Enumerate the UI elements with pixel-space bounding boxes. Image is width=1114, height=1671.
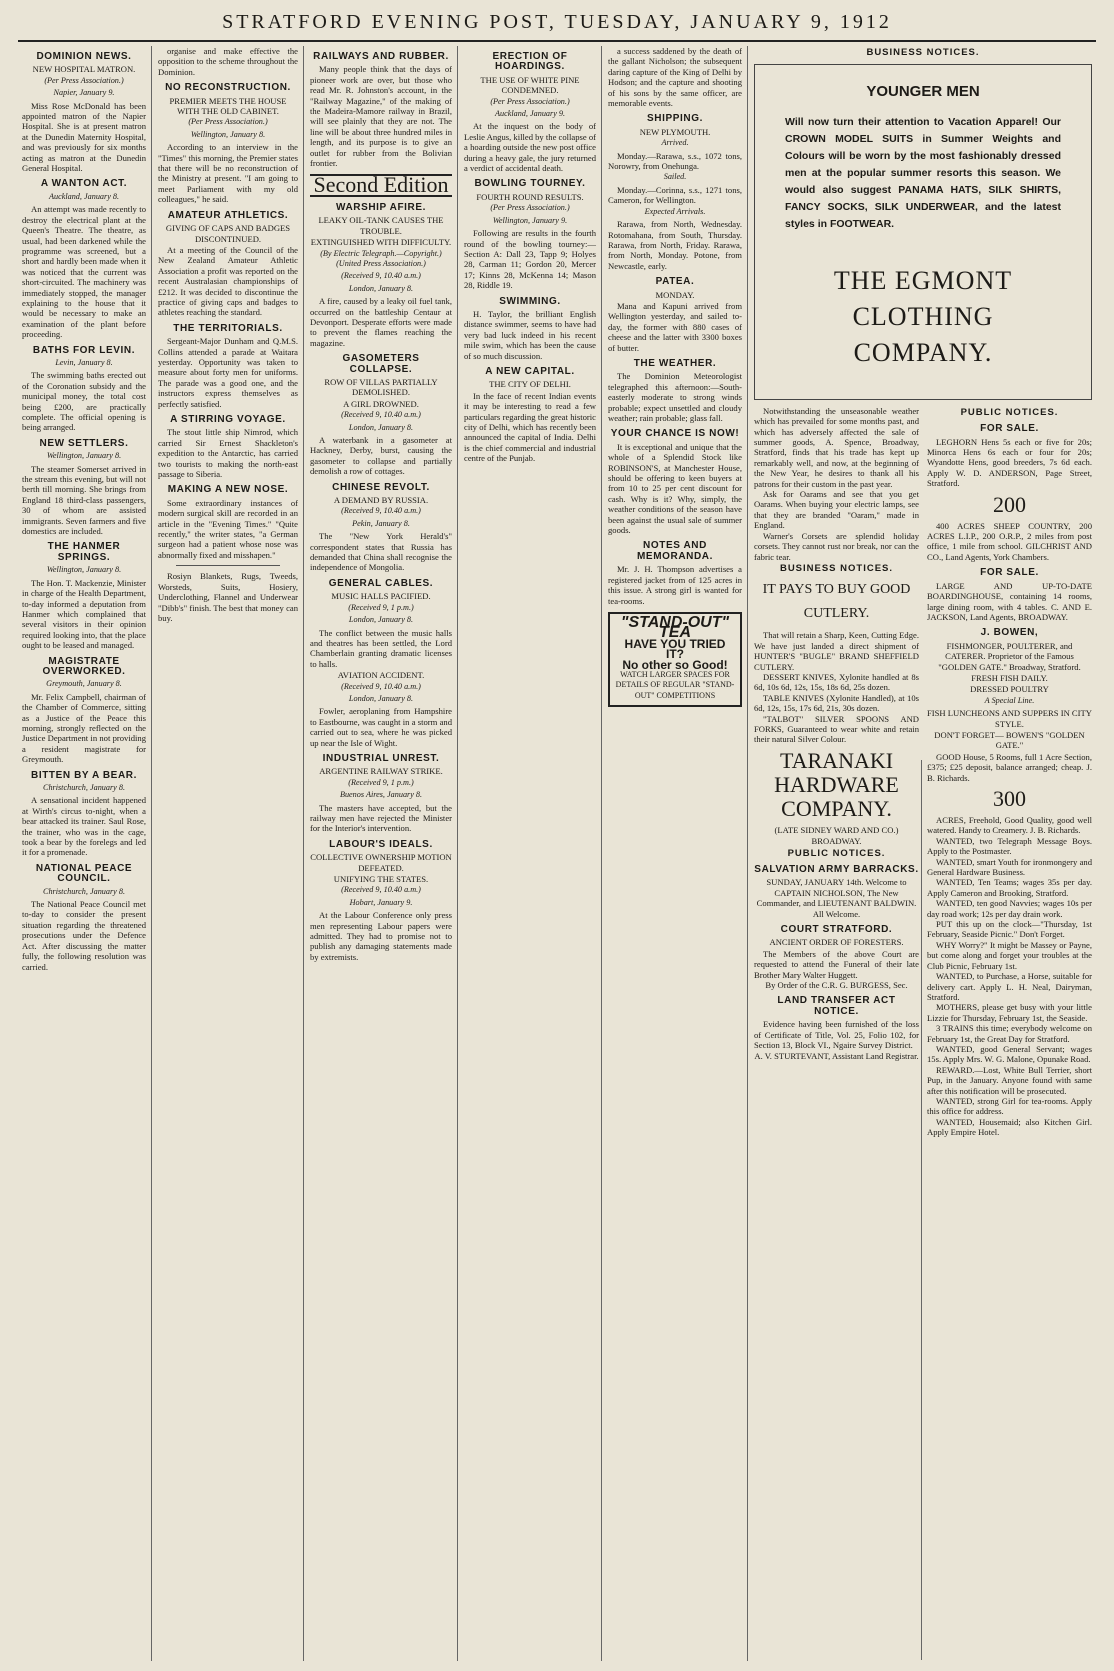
- advert-sub: A Special Line.: [984, 695, 1035, 705]
- headline: GENERAL CABLES.: [328, 577, 434, 589]
- article-body: Mr. Felix Campbell, chairman of the Chamber of Commerce, sitting as a Justice of the Peace this morning, strongly reflected on the Justice Department in not providing a resident magistrate for Greymouth.: [22, 691, 146, 765]
- dateline: Pekin, January 8.: [352, 518, 410, 528]
- cutlery-headline: IT PAYS TO BUY GOOD CUTLERY.: [762, 582, 911, 622]
- advert-text: Ask for Oarams and see that you get Oarams. When buying your electric lamps, see that they are branded "Oaram," made in England.: [754, 489, 919, 531]
- shipping-label: Arrived.: [661, 138, 689, 148]
- subheadline: ARGENTINE RAILWAY STRIKE.: [319, 766, 443, 777]
- column-5: [604, 46, 746, 1661]
- classified: 3 TRAINS this time; everybody welcome on February 1st, the Great Day for Stratford.: [927, 1023, 1092, 1044]
- headline: SHIPPING.: [647, 113, 703, 125]
- article-body: The "New York Herald's" correspondent states that Russia has demanded that China shall recognise the independence of Mongolia.: [310, 531, 452, 573]
- divider: [176, 565, 280, 566]
- classified: GOOD House, 5 Rooms, full 1 Acre Section, £375; £25 deposit, balance arranged; cheap. J. B. Richards.: [927, 751, 1092, 783]
- article-body: A waterbank in a gasometer at Hackney, Derby, burst, causing the gasometer to collapse and partially demolish a row of cottages.: [310, 435, 452, 477]
- article-body: According to an interview in the "Times" this morning, the Premier states that there will be no reconstruction of the Ministry at present. "I am going to meet Parliament with my old colleagues," he said.: [158, 142, 298, 205]
- classified: 400 ACRES SHEEP COUNTRY, 200 ACRES L.I.P., 200 O.R.P., 2 miles from post office, 1 mile from school. GILCHRIST AND CO., Land Agents, York Chambers.: [927, 520, 1092, 562]
- masthead: STRATFORD EVENING POST, TUESDAY, JANUARY 9, 1912: [222, 11, 892, 33]
- advert-text: "TALBOT" SILVER SPOONS AND FORKS, Guaranteed to wear white and retain their natural Silver Colour.: [754, 713, 919, 745]
- headline: A STIRRING VOYAGE.: [170, 414, 286, 425]
- dateline: Wellington, January 8.: [46, 451, 122, 461]
- classified: MOTHERS, please get busy with your little Lizzie for Thursday, February 1st, the Seaside.: [927, 1002, 1092, 1023]
- notice-body: Evidence having been furnished of the loss of Certificate of Title, Vol. 25, Folio 102, for Section 13, Block VI., Ngaire Survey District.: [754, 1019, 919, 1051]
- notice-sub: ANCIENT ORDER OF FORESTERS.: [769, 937, 904, 948]
- headline: A NEW CAPITAL.: [485, 365, 575, 377]
- notice-sign: By Order of the C.R. G. BURGESS, Sec.: [765, 980, 908, 991]
- headline: MAGISTRATE OVERWORKED.: [42, 655, 126, 677]
- headline: BATHS FOR LEVIN.: [32, 344, 136, 356]
- received-line: (Received 9, 10.40 a.m.): [341, 271, 421, 281]
- article-body: At the Labour Conference only press men representing Labour papers were admitted. They had to promise not to publish any damaging statements made by extremists.: [310, 910, 452, 962]
- notice-title: LAND TRANSFER ACT NOTICE.: [777, 995, 896, 1017]
- classified: ACRES, Freehold, Good Quality, good well watered. Handy to Creamery. J. B. Richards.: [927, 815, 1092, 836]
- article-body: The Hon. T. Mackenzie, Minister in charge of the Health Department, to-day informed a deputation from Hanmer which complained that several visitors in their opinion required looking into, that the place ought to be leased and managed.: [22, 577, 146, 651]
- acreage-figure: 200: [993, 491, 1026, 517]
- acreage-figure: 300: [993, 786, 1026, 811]
- notice-sign: A. V. STURTEVANT, Assistant Land Registrar.: [754, 1050, 919, 1061]
- column-6-ads: [750, 46, 1096, 1661]
- column-rule: [151, 46, 152, 1661]
- article-body: The steamer Somerset arrived in the stream this evening, but will not berth till morning. She brings from England 18 third-class passengers, 30 of whom are assisted immigrants. Seven farmers and five domestics are included.: [22, 463, 146, 537]
- subheadline: NEW HOSPITAL MATRON.: [32, 64, 136, 75]
- advert-body: Will now turn their attention to Vacation Apparel! Our CROWN MODEL SUITS in Summer Weights and Colours will be worn by the most fashionably dressed men at the popular summer resorts this season. We would also suggest PANAMA HATS, SILK SHIRTS, FANCY SOCKS, SILK UNDERWEAR, and the latest styles in FOOTWEAR.: [785, 115, 1061, 230]
- dateline: Greymouth, January 8.: [46, 679, 122, 689]
- headline: MAKING A NEW NOSE.: [167, 484, 289, 496]
- subheadline: UNIFYING THE STATES.: [333, 874, 429, 885]
- advert-sub: DRESSED POULTRY: [970, 684, 1049, 695]
- article-body: A sensational incident happened at Wirth's circus to-night, when a bear attacked its trainer. Saul Rose, the trainer, who was in the cage, took a bear by the forelegs and led it for a promenade.: [22, 795, 146, 858]
- ads-left-column: [754, 406, 919, 1138]
- second-edition-banner: Second Edition: [310, 174, 452, 196]
- article-body: Fowler, aeroplaning from Hampshire to Eastbourne, was caught in a storm and carried out to sea, where he was picked up near the Isle of Wight.: [310, 706, 452, 748]
- classified: WANTED, two Telegraph Message Boys. Apply to the Postmaster.: [927, 835, 1092, 857]
- column-rule: [601, 46, 602, 1661]
- agency-line: (By Electric Telegraph.—Copyright.) (United Press Association.): [320, 248, 442, 268]
- advert-line: WATCH LARGER SPACES FOR DETAILS OF REGULAR "STAND-OUT" COMPETITIONS: [615, 669, 735, 700]
- section-heading: PUBLIC NOTICES.: [787, 847, 886, 859]
- taranaki-hardware-name: TARANAKI HARDWARE COMPANY.: [774, 747, 899, 821]
- headline: THE TERRITORIALS.: [173, 322, 283, 334]
- classified: LARGE AND UP-TO-DATE BOARDINGHOUSE, containing 14 rooms, large dining room, with 4 tables. C. AND E. JACKSON, Land Agents, BROADWAY.: [927, 580, 1092, 622]
- advert-sub: DON'T FORGET— BOWEN'S "GOLDEN GATE.": [934, 729, 1085, 751]
- notice-body: The Members of the above Court are requested to attend the Funeral of their late Brother Mary Walter Huggett.: [754, 948, 919, 980]
- notice-title: J. BOWEN,: [980, 627, 1039, 639]
- column-3: [306, 46, 456, 1661]
- article-body: Mr. J. H. Thompson advertises a registered jacket from of 125 acres in this issue. A strong girl is wanted for tea-rooms.: [608, 564, 742, 606]
- headline: GASOMETERS COLLAPSE.: [342, 353, 420, 375]
- subheadline: PREMIER MEETS THE HOUSE WITH THE OLD CABINET.: [169, 95, 287, 117]
- article-body: Following are results in the fourth round of the bowling tourney:— Section A: Dall 23, Tapp 9; Holyes 28, Carman 11; Gordon 20, Mercer 17; Kinns 28, McKenna 14; Mason 28, Riddle 19.: [464, 228, 596, 291]
- article-body: The Dominion Meteorologist telegraphed this afternoon:—South-easterly moderate to strong winds probable; expect unsettled and cloudy weather; rain probable; glass fall.: [608, 371, 742, 423]
- headline: A WANTON ACT.: [40, 178, 128, 190]
- subheadline: LEAKY OIL-TANK CAUSES THE TROUBLE.: [318, 215, 444, 236]
- shipping-arrived: Monday.—Rarawa, s.s., 1072 tons, Norowry, from Onehunga.: [608, 150, 742, 172]
- section-heading: BUSINESS NOTICES.: [779, 562, 894, 574]
- article-body: The masters have accepted, but the railway men have rejected the Minister for the Interior's intervention.: [310, 802, 452, 834]
- subheadline: THE CITY OF DELHI.: [489, 379, 571, 390]
- dateline: Wellington, January 9.: [492, 215, 568, 225]
- article-body: In the face of recent Indian events it may be interesting to read a few particulars regarding the great historic city of Delhi, which has recently been announced the capital of India. Delhi is the chief commercial and industrial centre of the Punjab.: [464, 390, 596, 464]
- article-body: Miss Rose McDonald has been appointed matron of the Napier Hospital. She is at present matron at the Dunedin Maternity Hospital, and was previously for six months acting as matron at the Dunedin General Hospital.: [22, 100, 146, 174]
- subheadline: THE USE OF WHITE PINE CONDEMNED.: [480, 74, 580, 96]
- subheadline: A GIRL DROWNED.: [343, 398, 419, 409]
- subheadline: GIVING OF CAPS AND BADGES DISCONTINUED.: [165, 223, 291, 244]
- advert-rugs: Rosiyn Blankets, Rugs, Tweeds, Worsteds, Suits, Hosiery, Underclothing, Flannel and Underwear "Dibb's" finish. The best that money can buy.: [158, 571, 298, 623]
- classified: WHY Worry?" It might be Massey or Payne, but come along and forget your troubles at the Club Picnic, February 1st.: [927, 939, 1092, 971]
- article-body: Many people think that the days of pioneer work are over, but those who read Mr. R. Johnston's account, in the "Railway Magazine," of the making of the Madeira-Mamore railway in Brazil, will see plainly that they are not. The line will be about three hundred miles in length, and its purpose is to give an outlet for rubber from the Bolivian frontier.: [310, 64, 452, 169]
- agency-line: (Per Press Association.): [490, 203, 570, 213]
- advert-sub: FISH LUNCHEONS AND SUPPERS IN CITY STYLE.: [927, 708, 1092, 729]
- dateline: Napier, January 9.: [53, 88, 115, 98]
- received-line: (Received 9, 1 p.m.): [348, 602, 414, 612]
- headline: PATEA.: [655, 276, 695, 288]
- advert-sub: BROADWAY.: [811, 836, 862, 847]
- column-4: [460, 46, 600, 1661]
- article-body: An attempt was made recently to destroy the electrical plant at the Queen's Theatre. The theatre, as usual, had been darkened while the programme was screened, but a short and hardly been made when it was noticed that the current was short-circuited. The machinery was immediately stopped, the manager explaining to the house that it would be necessary to make an examination of the plant before proceeding.: [22, 204, 146, 340]
- advert-text: DESSERT KNIVES, Xylonite handled at 8s 6d, 10s 6d, 12s, 15s, 18s 6d, 25s dozen.: [754, 671, 919, 693]
- column-2: [154, 46, 302, 1661]
- article-body: At the inquest on the body of Leslie Angus, killed by the collapse of a hoarding outside the new post office during a heavy gale, the jury returned a verdict of accidental death.: [464, 121, 596, 174]
- advert-text: Warner's Corsets are splendid holiday corsets. They cannot rust nor break, nor can the fabric tear.: [754, 530, 919, 562]
- stand-out-tea-advert: [608, 612, 742, 707]
- received-line: (Received 9, 10.40 a.m.): [341, 410, 421, 420]
- article-body: Mana and Kapuni arrived from Wellington yesterday, and sailed to-day, the former with 880 cases of cheese and the latter with 3300 boxes of butter.: [608, 300, 742, 353]
- agency-line: (Per Press Association.): [44, 75, 124, 85]
- agency-line: (Per Press Association.): [188, 117, 268, 127]
- shipping-expected: Rarawa, from North, Wednesday. Rotomahana, from South, Thursday. Rarawa, from North, Friday. Rarawa, from North, Monday. Potone, from Newcastle, early.: [608, 219, 742, 271]
- received-line: (Received 9, 10.40 a.m.): [341, 506, 421, 516]
- article-body: A fire, caused by a leaky oil fuel tank, occurred on the battleship Centaur at Devonport. Desperate efforts were made to prevent the flames reaching the magazine.: [310, 296, 452, 348]
- dateline: Auckland, January 8.: [48, 191, 120, 201]
- classified: WANTED, smart Youth for ironmongery and General Hardware Business.: [927, 856, 1092, 878]
- advert-line: No other so Good!: [622, 657, 728, 672]
- received-line: (Received 9, 10.40 a.m.): [341, 885, 421, 895]
- agency-line: (Per Press Association.): [490, 96, 570, 106]
- dateline: Wellington, January 8.: [46, 565, 122, 575]
- classified: LEGHORN Hens 5s each or five for 20s; Minorca Hens 6s each or four for 20s; Wyandotte Hens, good breeders, 7s 6d each. Apply W. D. ANDERSON, Page Street, Stratford.: [927, 436, 1092, 489]
- article-body: The National Peace Council met to-day to consider the present situation regarding the threatened prosecutions under the Defence Act. After discussing the matter fully, the following resolution was carried.: [22, 899, 146, 972]
- advert-text: TABLE KNIVES (Xylonite Handled), at 10s 6d, 12s, 15s, 17s 6d, 21s, 30s dozen.: [754, 692, 919, 714]
- headline: BOWLING TOURNEY.: [474, 178, 586, 190]
- advert-line: HAVE YOU TRIED IT?: [624, 636, 726, 662]
- classified: WANTED, to Purchase, a Horse, suitable for delivery cart. Apply L. H. Neal, Dairyman, Stratford.: [927, 971, 1092, 1002]
- dateline: Buenos Aires, January 8.: [339, 790, 423, 800]
- headline: NO RECONSTRUCTION.: [165, 82, 291, 94]
- classified: WANTED, Ten Teams; wages 35s per day. Apply Cameron and Brooking, Stratford.: [927, 877, 1092, 898]
- headline: NATIONAL PEACE COUNCIL.: [35, 862, 133, 885]
- classified: FISHMONGER, POULTERER, and CATERER. Proprietor of the Famous "GOLDEN GATE." Broadway, Stratford.: [938, 640, 1081, 672]
- headline: THE WEATHER.: [633, 357, 717, 369]
- section-heading: PUBLIC NOTICES.: [960, 406, 1059, 418]
- company-name-line: THE EGMONT CLOTHING: [833, 265, 1013, 331]
- column-rule: [457, 46, 458, 1661]
- masthead-rule: [18, 40, 1096, 42]
- headline: NEW SETTLERS.: [39, 437, 129, 449]
- shipping-label: Sailed.: [663, 172, 687, 182]
- headline: SWIMMING.: [499, 295, 561, 307]
- notice-title: COURT STRATFORD.: [780, 924, 893, 936]
- subheadline: A DEMAND BY RUSSIA.: [333, 495, 429, 506]
- headline: NOTES AND MEMORANDA.: [637, 540, 713, 562]
- headline: LABOUR'S IDEALS.: [329, 838, 433, 850]
- dateline: London, January 8.: [348, 693, 414, 703]
- classified: WANTED, strong Girl for tea-rooms. Apply this office for address.: [927, 1095, 1092, 1117]
- notice-title: SALVATION ARMY BARRACKS.: [754, 864, 919, 875]
- subheadline: NEW PLYMOUTH.: [639, 126, 711, 137]
- dateline: Levin, January 8.: [55, 357, 113, 367]
- headline: BITTEN BY A BEAR.: [31, 769, 137, 781]
- headline: ERECTION OF HOARDINGS.: [492, 51, 568, 73]
- received-line: (Received 9, 10.40 a.m.): [341, 681, 421, 691]
- subheadline: COLLECTIVE OWNERSHIP MOTION DEFEATED.: [310, 852, 452, 873]
- company-name-line: COMPANY.: [853, 337, 993, 367]
- dateline: London, January 8.: [348, 615, 414, 625]
- subheadline: MONDAY.: [655, 289, 695, 300]
- column-rule: [747, 46, 748, 1661]
- advert-title: YOUNGER MEN: [866, 83, 980, 101]
- notice-title: FOR SALE.: [980, 567, 1039, 579]
- dateline: London, January 8.: [348, 422, 414, 432]
- shipping-sailed: Monday.—Corinna, s.s., 1271 tons, Cameron, for Wellington.: [608, 184, 742, 206]
- dateline: Auckland, January 9.: [494, 109, 566, 119]
- classified: WANTED, good General Servant; wages 15s. Apply Mrs. W. G. Malone, Opunake Road.: [927, 1043, 1092, 1065]
- shipping-label: Expected Arrivals.: [644, 206, 706, 216]
- notice-title: FOR SALE.: [980, 423, 1039, 435]
- section-heading: BUSINESS NOTICES.: [866, 47, 980, 58]
- dateline: Hobart, January 9.: [349, 897, 413, 907]
- article-body: H. Taylor, the brilliant English distance swimmer, seems to have had very bad luck indeed in his recent mile swim, which has been the cause of so much discussion.: [464, 308, 596, 361]
- classified: WANTED, Housemaid; also Kitchen Girl. Apply Empire Hotel.: [927, 1116, 1092, 1138]
- ads-right-column: [927, 406, 1092, 1138]
- subheadline: EXTINGUISHED WITH DIFFICULTY.: [310, 237, 452, 248]
- article-body: a success saddened by the death of the gallant Nicholson; the subsequent daring capture of the King of Delhi by Hodson; and the capture and shooting of his sons by the same officer, are memorable events.: [608, 46, 742, 109]
- advert-title: "STAND-OUT" TEA: [620, 613, 730, 642]
- article-body: It is exceptional and unique that the whole of a Splendid Stock like ROBINSON'S, at Manchester House, should be offering to keen buyers at from 10 to 25 per cent discount for cash. Why is it? Why, simply, the weather conditions of the season have been against the usual sale of summer goods.: [608, 441, 742, 536]
- dateline: Christchurch, January 8.: [42, 783, 126, 792]
- headline: INDUSTRIAL UNREST.: [322, 752, 440, 764]
- article-body: Sergeant-Major Dunham and Q.M.S. Collins attended a parade at Waitara yesterday. Opportunity was taken to measure about forty men for uniforms. The parade was a good one, and the instructors express themselves as perfectly satisfied.: [158, 336, 298, 409]
- headline: DOMINION NEWS.: [36, 51, 132, 62]
- egmont-company-name: [765, 263, 1081, 371]
- headline: WARSHIP AFIRE.: [335, 201, 427, 213]
- classified: PUT this up on the clock—"Thursday, 1st February, Seaside Picnic." Don't Forget.: [927, 919, 1092, 940]
- article-body: The conflict between the music halls and theatres has been settled, the Lord Chamberlain granting dramatic licenses to halls.: [310, 627, 452, 669]
- column-rule: [303, 46, 304, 1661]
- dateline: Christchurch, January 8.: [42, 886, 126, 896]
- subheadline: FOURTH ROUND RESULTS.: [476, 191, 584, 202]
- article-body: At a meeting of the Council of the New Zealand Amateur Athletic Association a profit was reported on the recent Australasian championships of £212. It was decided to discontinue the practice of giving caps and badges to athletes reaching the standard.: [158, 244, 298, 318]
- article-body: The stout little ship Nimrod, which carried Sir Ernest Shackleton's expedition to the Antarctic, has carried two tourists to making the north-east passage to Siberia.: [158, 427, 298, 480]
- subheadline: ROW OF VILLAS PARTIALLY DEMOLISHED.: [324, 376, 438, 398]
- classified: WANTED, ten good Navvies; wages 10s per day road work; 12s per day drain work.: [927, 898, 1092, 919]
- advert-sub: (LATE SIDNEY WARD AND CO.): [774, 824, 899, 835]
- younger-men-advert: [754, 64, 1092, 399]
- advert-text: That will retain a Sharp, Keen, Cutting Edge. We have just landed a direct shipment of HUNTER'S "BUGLE" BRAND SHEFFIELD CUTLERY.: [754, 630, 919, 672]
- subheadline: AVIATION ACCIDENT.: [337, 670, 425, 681]
- headline: AMATEUR ATHLETICS.: [167, 209, 289, 221]
- headline: RAILWAYS AND RUBBER.: [313, 51, 449, 62]
- article-body: Some extraordinary instances of modern surgical skill are recorded in an article in the "Evening Times." "Quite recently," the writer states, "a German surgeon had a patient whose nose was abnormally fixed and misshapen.": [158, 497, 298, 560]
- received-line: (Received 9, 1 p.m.): [348, 777, 414, 787]
- advert-text: Notwithstanding the unseasonable weather which has prevailed for some months past, and which has adversely affected the sale of summer goods, A. Spence, Broadway, Stratford, finds that his trade has kept up remarkably well, and now, at the beginning of the New Year, he desires to thank all his patrons for their custom in the past year.: [754, 405, 919, 489]
- advert-sub: FRESH FISH DAILY.: [971, 672, 1048, 683]
- dateline: Wellington, January 8.: [190, 129, 266, 139]
- column-1: [18, 46, 150, 1661]
- headline: YOUR CHANCE IS NOW!: [610, 428, 740, 440]
- headline: THE HANMER SPRINGS.: [47, 541, 121, 563]
- classified: REWARD.—Lost, White Bull Terrier, short Pup, in the January. Anyone found with same after this notification will be prosecuted.: [927, 1064, 1092, 1096]
- dateline: London, January 8.: [348, 283, 414, 293]
- headline: CHINESE REVOLT.: [332, 481, 430, 493]
- notice-body: SUNDAY, JANUARY 14th. Welcome to CAPTAIN NICHOLSON, The New Commander, and LIEUTENANT BALDWIN. All Welcome.: [756, 877, 917, 919]
- article-body: organise and make effective the opposition to the scheme throughout the Dominion.: [158, 46, 298, 77]
- article-body: The swimming baths erected out of the Coronation subsidy and the municipal money, the total cost being £200, are practically complete. The official opening is being arranged.: [22, 370, 146, 433]
- subheadline: MUSIC HALLS PACIFIED.: [331, 591, 431, 602]
- ads-grid: [754, 406, 1092, 1138]
